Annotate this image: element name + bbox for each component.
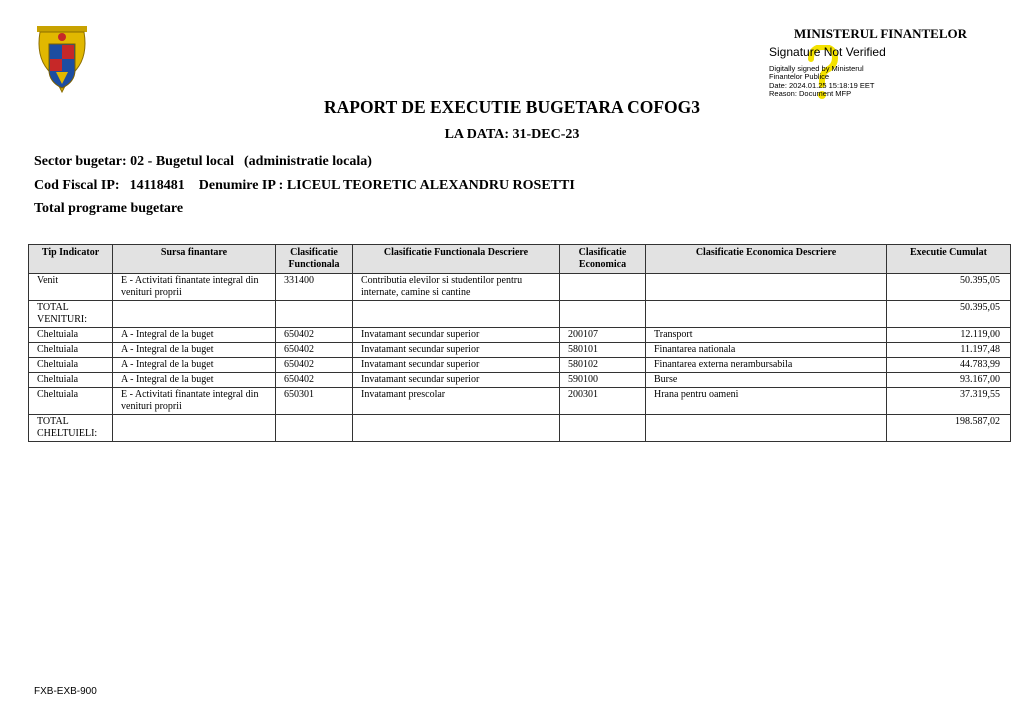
cod-fiscal-value: 14118481 xyxy=(129,178,185,193)
table-row xyxy=(29,301,1011,328)
table-cell: Finantarea nationala xyxy=(646,343,887,358)
table-cell: 12.119,00 xyxy=(887,328,1011,343)
table-cell: E - Activitati finantate integral din venituri proprii xyxy=(113,274,276,301)
table-cell: Finantarea externa nerambursabila xyxy=(646,358,887,373)
table-cell: 200107 xyxy=(560,328,646,343)
table-cell: Cheltuiala xyxy=(29,388,113,415)
column-header: Clasificatie Functionala Descriere xyxy=(353,245,560,274)
table-cell: 11.197,48 xyxy=(887,343,1011,358)
table-cell: 580101 xyxy=(560,343,646,358)
table-row xyxy=(29,274,1011,301)
table-row xyxy=(29,328,1011,343)
form-code: FXB-EXB-900 xyxy=(34,686,97,697)
table-header-row xyxy=(29,245,1011,274)
table-cell: Cheltuiala xyxy=(29,343,113,358)
table-cell: A - Integral de la buget xyxy=(113,328,276,343)
table-cell: E - Activitati finantate integral din venituri proprii xyxy=(113,388,276,415)
table-cell: Invatamant secundar superior xyxy=(353,373,560,388)
table-cell: Invatamant secundar superior xyxy=(353,358,560,373)
table-cell: 50.395,05 xyxy=(887,301,1011,328)
table-cell: A - Integral de la buget xyxy=(113,343,276,358)
table-cell xyxy=(646,274,887,301)
table-cell: 590100 xyxy=(560,373,646,388)
table-cell: A - Integral de la buget xyxy=(113,373,276,388)
table-cell: 50.395,05 xyxy=(887,274,1011,301)
sector-note: (administratie locala) xyxy=(244,154,372,169)
column-header: Clasificatie Functionala xyxy=(276,245,353,274)
report-title: RAPORT DE EXECUTIE BUGETARA COFOG3 xyxy=(323,97,700,117)
signature-line: Reason: Document MFP xyxy=(769,89,852,99)
table-cell: 650402 xyxy=(276,358,353,373)
signature-line: Finantelor Publice xyxy=(769,72,830,82)
table-cell xyxy=(113,415,276,442)
column-header: Clasificatie Economica Descriere xyxy=(646,245,887,274)
sector-bugetar xyxy=(34,154,372,170)
table-cell: 331400 xyxy=(276,274,353,301)
report-date: LA DATA: 31-DEC-23 xyxy=(444,127,580,142)
sector-label: Sector bugetar: 02 - Bugetul local xyxy=(34,154,234,169)
table-cell xyxy=(646,415,887,442)
table-cell: TOTAL CHELTUIELI: xyxy=(29,415,113,442)
table-cell xyxy=(646,301,887,328)
table-cell xyxy=(560,301,646,328)
table-cell: TOTAL VENITURI: xyxy=(29,301,113,328)
table-cell: 198.587,02 xyxy=(887,415,1011,442)
signature-status: Signature Not Verified xyxy=(769,45,886,59)
cod-fiscal-label: Cod Fiscal IP: xyxy=(34,178,120,193)
table-cell: 44.783,99 xyxy=(887,358,1011,373)
table-row xyxy=(29,343,1011,358)
table-cell: Cheltuiala xyxy=(29,373,113,388)
denumire-value: LICEUL TEORETIC ALEXANDRU ROSETTI xyxy=(286,178,575,193)
column-header: Executie Cumulat xyxy=(887,245,1011,274)
table-cell: Invatamant secundar superior xyxy=(353,343,560,358)
table-cell: 580102 xyxy=(560,358,646,373)
table-cell xyxy=(276,415,353,442)
table-row xyxy=(29,388,1011,415)
table-cell: Contributia elevilor si studentilor pentru internate, camine si cantine xyxy=(353,274,560,301)
table-cell: Cheltuiala xyxy=(29,328,113,343)
table-cell: 93.167,00 xyxy=(887,373,1011,388)
table-cell xyxy=(353,415,560,442)
table-row xyxy=(29,358,1011,373)
table-cell xyxy=(560,274,646,301)
ministry-name: MINISTERUL FINANTELOR xyxy=(794,26,968,41)
table-cell xyxy=(276,301,353,328)
table-cell: 37.319,55 xyxy=(887,388,1011,415)
total-programe: Total programe bugetare xyxy=(34,201,184,216)
table-cell xyxy=(353,301,560,328)
table-cell: A - Integral de la buget xyxy=(113,358,276,373)
table-row xyxy=(29,373,1011,388)
fiscal-info xyxy=(34,178,575,194)
budget-execution-table xyxy=(28,244,1011,442)
table-cell xyxy=(560,415,646,442)
table-row xyxy=(29,415,1011,442)
signature-line: Date: 2024.01.25 15:18:19 EET xyxy=(769,80,875,90)
column-header: Clasificatie Economica xyxy=(560,245,646,274)
table-cell: 650402 xyxy=(276,343,353,358)
coat-of-arms-icon xyxy=(34,26,90,96)
table-cell: 650402 xyxy=(276,328,353,343)
table-cell: Invatamant secundar superior xyxy=(353,328,560,343)
table-cell xyxy=(113,301,276,328)
table-cell: 200301 xyxy=(560,388,646,415)
column-header: Sursa finantare xyxy=(113,245,276,274)
table-cell: Burse xyxy=(646,373,887,388)
signature-line: Digitally signed by Ministerul xyxy=(769,64,864,73)
table-cell: Venit xyxy=(29,274,113,301)
digital-signature-block xyxy=(769,45,886,99)
table-cell: 650301 xyxy=(276,388,353,415)
table-cell: Hrana pentru oameni xyxy=(646,388,887,415)
table-cell: Invatamant prescolar xyxy=(353,388,560,415)
table-cell: 650402 xyxy=(276,373,353,388)
denumire-label: Denumire IP : xyxy=(198,178,284,193)
table-cell: Cheltuiala xyxy=(29,358,113,373)
table-cell: Transport xyxy=(646,328,887,343)
column-header: Tip Indicator xyxy=(29,245,113,274)
